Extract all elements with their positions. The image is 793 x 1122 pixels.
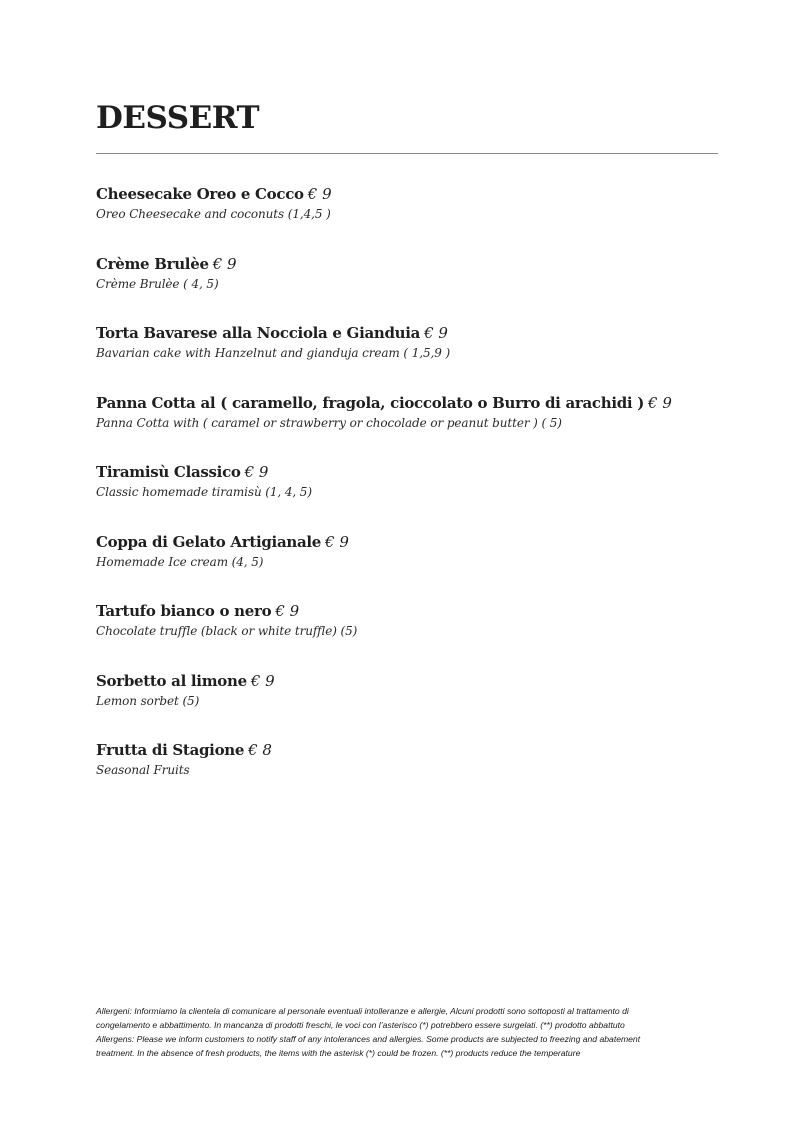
item-price: € 9 [244,463,269,481]
item-price: € 9 [648,393,672,412]
item-price: € 8 [248,741,272,759]
allergen-notice-line: congelamento e abbattimento. In mancanza di prodotti freschi, le voci con l’asterisco (*) potrebbero essere surgelati. (**) prodotto abbattuto [96,1020,625,1030]
item-price: € 9 [250,671,275,690]
menu-item-panna-cotta [96,392,736,462]
menu-item-torta-bavarese [96,322,736,392]
item-description: Oreo Cheesecake and coconuts (1,4,5 ) [96,207,331,221]
menu-item-creme-brulee [96,253,736,323]
item-description: Seasonal Fruits [96,763,190,777]
menu-item-sorbetto [96,670,736,740]
item-price: € 9 [325,532,349,551]
item-description: Homemade Ice cream (4, 5) [96,554,264,569]
item-name: Tartufo bianco o nero [96,602,272,620]
menu-item-frutta [96,739,736,809]
page-title: DESSERT [96,100,260,136]
item-description: Chocolate truffle (black or white truffle) (5) [96,624,358,638]
item-name: Sorbetto al limone [96,671,247,690]
item-name: Panna Cotta al ( caramello, fragola, cioccolato o Burro di arachidi ) [96,393,645,412]
item-name: Crème Brulèe [96,254,209,273]
title-divider [96,153,718,154]
menu-item-cheesecake [96,183,736,253]
item-description: Panna Cotta with ( caramel or strawberry or chocolade or peanut butter ) ( 5) [96,415,562,430]
menu-item-tartufo [96,600,736,670]
allergen-notice [96,1004,726,1060]
item-description: Bavarian cake with Hanzelnut and gianduja cream ( 1,5,9 ) [96,346,451,360]
item-name: Cheesecake Oreo e Cocco [96,185,304,203]
item-name: Coppa di Gelato Artigianale [96,532,322,551]
dessert-menu-list [96,183,736,809]
allergen-notice-line: Allergens: Please we inform customers to notify staff of any intolerances and allergies. Some products are subjected to freezing and abatement [96,1034,641,1044]
item-price: € 9 [212,254,237,273]
item-price: € 9 [307,185,332,203]
item-price: € 9 [275,602,300,620]
menu-item-gelato [96,531,736,601]
menu-item-tiramisu [96,461,736,531]
item-price: € 9 [424,324,448,342]
item-name: Torta Bavarese alla Nocciola e Gianduia [96,324,421,342]
item-description: Lemon sorbet (5) [96,693,200,708]
item-description: Classic homemade tiramisù (1, 4, 5) [96,485,312,499]
allergen-notice-line: Allergeni: Informiamo la clientela di comunicare al personale eventuali intolleranze e allergie, Alcuni prodotti sono sottoposti al trattamento di [96,1006,629,1016]
item-description: Crème Brulèe ( 4, 5) [96,276,219,291]
item-name: Frutta di Stagione [96,741,245,759]
allergen-notice-line: treatment. In the absence of fresh products, the items with the asterisk (*) could be frozen. (**) products reduce the temperature [96,1048,581,1058]
item-name: Tiramisù Classico [96,463,241,481]
